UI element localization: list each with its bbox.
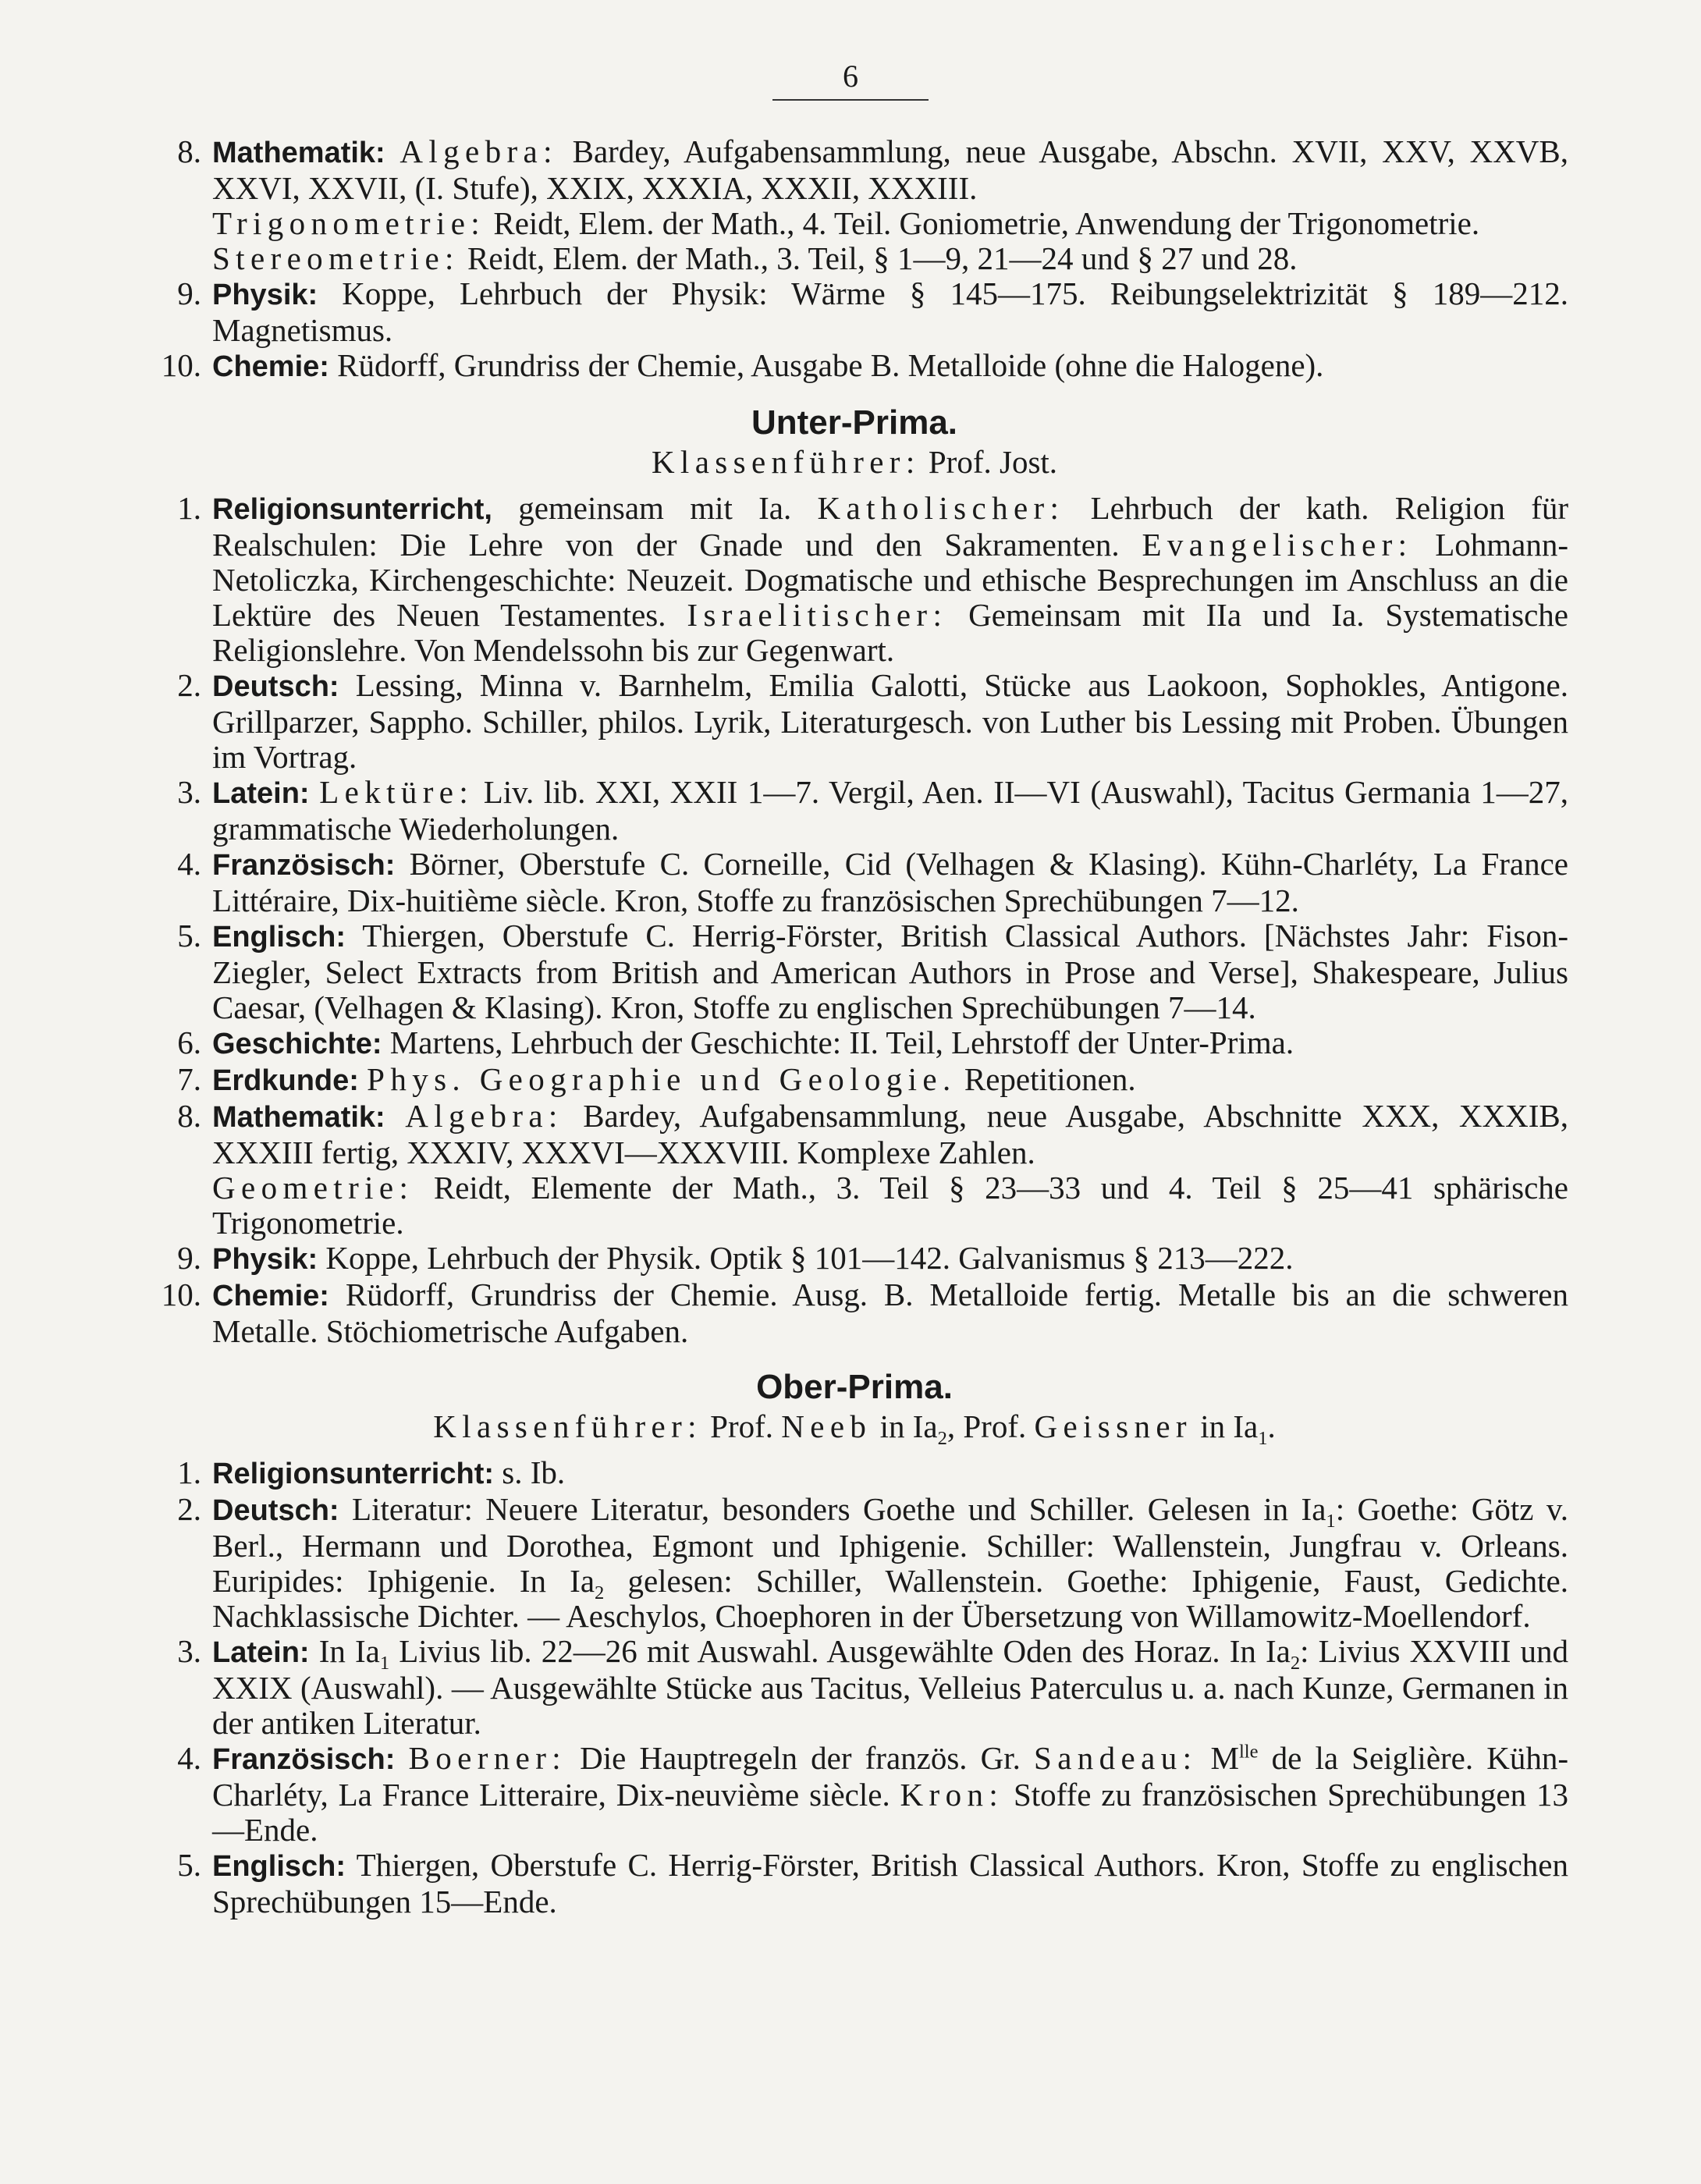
ober-prima-item	[140, 1634, 1568, 1741]
class-leader-name: Prof. Jost.	[928, 444, 1058, 480]
class-leader-name: Neeb	[781, 1408, 872, 1444]
unter-prima-item	[140, 775, 1568, 847]
unter-prima-class-leader	[140, 445, 1568, 480]
spaced-label: Boerner:	[408, 1740, 566, 1776]
unter-prima-item	[140, 1241, 1568, 1277]
item-text: Die Hauptregeln der französ. Gr.	[566, 1740, 1035, 1776]
unter-prima-item	[140, 1025, 1568, 1062]
item-number: 4.	[177, 846, 201, 882]
item-text: Livius lib. 22—26 mit Auswahl. Ausgewählte Oden des Horaz. In Ia	[389, 1633, 1291, 1669]
item-text: Reidt, Elemente der Math., 3. Teil § 23—33 und 4. Teil § 25—41 sphärische Trigonometrie.	[212, 1170, 1568, 1241]
item-text: : Goethe: Götz v. Berl., Hermann und Dorothea, Egmont und Iphigenie. Schiller: Wallenstein, Jungfrau v. Orleans. Euripides: Iphigenie. In Ia	[212, 1491, 1569, 1599]
class-leader-separator: , Prof.	[946, 1408, 1027, 1444]
part-label: Trigonometrie:	[212, 205, 486, 241]
ober-prima-item-list	[140, 1455, 1568, 1919]
class-leader-name: Geissner	[1034, 1408, 1192, 1444]
item-number: 3.	[177, 774, 201, 810]
item-subject: Mathematik:	[212, 1101, 385, 1134]
item-number: 3.	[177, 1633, 201, 1669]
ober-prima-item	[140, 1492, 1568, 1634]
item-subject: Geschichte:	[212, 1028, 382, 1060]
spaced-label: Katholischer:	[817, 490, 1065, 526]
item-text: Lessing, Minna v. Barnhelm, Emilia Galotti, Stücke aus Laokoon, Sophokles, Antigone. Grillparzer, Sappho. Schiller, philos. Lyrik, Literaturgesch. von Luther bis Lessing mit Proben. Übungen im Vortrag.	[212, 667, 1568, 775]
part-text: Reidt, Elem. der Math., 4. Teil. Goniometrie, Anwendung der Trigonometrie.	[493, 205, 1480, 241]
item-text: Thiergen, Oberstufe C. Herrig-Förster, British Classical Authors. [Nächstes Jahr: Fison-Ziegler, Select Extracts from British and American Authors in Prose and Verse], Shakespeare, Julius Caesar, (Velhagen & Klasing). Kron, Stoffe zu englischen Sprechübungen 7—14.	[212, 918, 1569, 1025]
item-subject: Latein:	[212, 777, 310, 810]
unter-prima-item	[140, 668, 1568, 775]
ober-prima-item	[140, 1848, 1568, 1919]
unter-prima-item	[140, 1062, 1568, 1099]
item-number: 5.	[177, 918, 201, 954]
item-number: 10.	[161, 347, 201, 383]
item-number: 1.	[177, 490, 201, 526]
unter-prima-item	[140, 847, 1568, 918]
item-number: 9.	[177, 275, 201, 311]
item-subject: Religionsunterricht:	[212, 1458, 495, 1490]
spaced-label: Evangelischer:	[1142, 527, 1413, 563]
item-text: 2	[1290, 1653, 1301, 1674]
item-text: M	[1197, 1740, 1239, 1776]
spaced-label: Sandeau:	[1034, 1740, 1198, 1776]
part-text: Bardey, Aufgabensammlung, neue Ausgabe, Abschn. XVII, XXV, XXVB, XXVI, XXVII, (I. Stufe), XXIX, XXXIA, XXXII, XXXIII.	[212, 133, 1569, 206]
item-text: Rüdorff, Grundriss der Chemie. Ausg. B. Metalloide fertig. Metalle bis an die schweren Metalle. Stöchiometrische Aufgaben.	[212, 1277, 1569, 1349]
top-item-physik	[140, 276, 1568, 348]
item-text: Liv. lib. XXI, XXII 1—7. Vergil, Aen. II—VI (Auswahl), Tacitus Germania 1—27, grammatische Wiederholungen.	[212, 774, 1569, 847]
item-text: Koppe, Lehrbuch der Physik: Wärme § 145—175. Reibungselektrizität § 189—212. Magnetismus.	[212, 275, 1568, 348]
item-subject: Englisch:	[212, 1850, 346, 1883]
item-text: Martens, Lehrbuch der Geschichte: II. Teil, Lehrstoff der Unter-Prima.	[389, 1025, 1294, 1060]
item-subject: Deutsch:	[212, 670, 339, 703]
class-leader-class: in Ia	[1200, 1408, 1259, 1444]
item-number: 10.	[161, 1277, 201, 1312]
class-leader-end: .	[1267, 1408, 1276, 1444]
item-text: gelesen: Schiller, Wallenstein. Goethe: Iphigenie, Faust, Gedichte. Nachklassische Dichter. — Aeschylos, Choephoren in der Übersetzung von Willamowitz-Moellendorf.	[212, 1563, 1568, 1634]
item-text: Rüdorff, Grundriss der Chemie, Ausgabe B. Metalloide (ohne die Halogene).	[337, 347, 1324, 383]
class-leader-prof: Prof.	[710, 1408, 774, 1444]
item-number: 8.	[177, 133, 201, 169]
class-leader-subscript: 2	[937, 1428, 947, 1450]
item-subject: Latein:	[212, 1636, 310, 1669]
unter-prima-item	[140, 918, 1568, 1025]
spaced-label: Israelitischer:	[687, 597, 948, 633]
item-subject: Mathematik:	[212, 137, 385, 169]
ober-prima-heading: Ober-Prima.	[756, 1368, 953, 1406]
item-subject: Chemie:	[212, 350, 329, 383]
spaced-label: Kron:	[900, 1777, 1004, 1813]
item-text: Börner, Oberstufe C. Corneille, Cid (Velhagen & Klasing). Kühn-Charléty, La France Littéraire, Dix-huitième siècle. Kron, Stoffe zu französischen Sprechübungen 7—12.	[212, 846, 1569, 918]
item-text: Literatur: Neuere Literatur, besonders Goethe und Schiller. Gelesen in Ia	[352, 1491, 1326, 1527]
unter-prima-item	[140, 1099, 1568, 1241]
unter-prima-item	[140, 1277, 1568, 1349]
item-subject: Erdkunde:	[212, 1064, 359, 1097]
item-number: 4.	[177, 1740, 201, 1776]
top-item-mathematik	[140, 134, 1568, 276]
spaced-label: Algebra:	[405, 1098, 563, 1134]
item-text: : Livius XXVIII und XXIX (Auswahl). — Ausgewählte Stücke aus Tacitus, Velleius Paterculus u. a. nach Kunze, Germanen in der antiken Literatur.	[212, 1633, 1568, 1741]
spaced-label: Lektüre:	[319, 774, 474, 810]
part-label: Stereometrie:	[212, 240, 460, 276]
item-subject: Deutsch:	[212, 1494, 339, 1527]
item-text: Repetitionen.	[956, 1061, 1136, 1097]
item-number: 7.	[177, 1061, 201, 1097]
item-text: Thiergen, Oberstufe C. Herrig-Förster, British Classical Authors. Kron, Stoffe zu englischen Sprechübungen 15—Ende.	[212, 1847, 1568, 1919]
spaced-label: Geometrie:	[212, 1170, 414, 1206]
item-number: 9.	[177, 1240, 201, 1276]
item-subject: Physik:	[212, 1243, 318, 1276]
item-text: lle	[1238, 1741, 1259, 1763]
item-text: gemeinsam mit Ia.	[518, 490, 818, 526]
item-number: 6.	[177, 1025, 201, 1060]
item-text: 1	[379, 1653, 390, 1674]
item-text: Koppe, Lehrbuch der Physik. Optik § 101—142. Galvanismus § 213—222.	[325, 1240, 1294, 1276]
item-subject: Physik:	[212, 279, 318, 311]
class-leader-subscript: 1	[1258, 1428, 1268, 1450]
unter-prima-heading: Unter-Prima.	[751, 403, 958, 442]
item-text: de la Seiglière. Kühn-Charléty, La France Litteraire, Dix-neuvième siècle.	[212, 1740, 1569, 1813]
item-text: Stoffe zu französischen Sprechübungen 13—Ende.	[212, 1777, 1568, 1848]
item-text: 1	[1326, 1511, 1336, 1532]
item-number: 5.	[177, 1847, 201, 1883]
ober-prima-class-leader	[140, 1408, 1568, 1450]
class-leader-label: Klassenführer:	[651, 444, 921, 480]
item-text: Gemeinsam mit IIa und Ia. Systematische Religionslehre. Von Mendelssohn bis zur Gegenwart.	[212, 597, 1568, 668]
item-text: Lehrbuch der kath. Religion für Realschulen: Die Lehre von der Gnade und den Sakramenten.	[212, 490, 1569, 563]
ober-prima-item	[140, 1741, 1568, 1848]
item-text: Lohmann-Netoliczka, Kirchengeschichte: Neuzeit. Dogmatische und ethische Besprechungen im Anschluss an die Lektüre des Neuen Testamentes.	[212, 527, 1568, 633]
top-item-chemie	[140, 348, 1568, 385]
page-content	[140, 134, 1568, 1919]
item-text: 2	[595, 1582, 605, 1604]
item-number: 2.	[177, 1491, 201, 1527]
ober-prima-item	[140, 1455, 1568, 1492]
unter-prima-item-list	[140, 491, 1568, 1349]
item-text: Bardey, Aufgabensammlung, neue Ausgabe, Abschnitte XXX, XXXIB, XXXIII fertig, XXXIV, XXXVI—XXXVIII. Komplexe Zahlen.	[212, 1098, 1568, 1170]
item-number: 2.	[177, 667, 201, 703]
class-leader-class: in Ia	[879, 1408, 938, 1444]
item-number: 8.	[177, 1098, 201, 1134]
item-subject: Englisch:	[212, 921, 346, 954]
unter-prima-item	[140, 491, 1568, 668]
item-text: In Ia	[318, 1633, 380, 1669]
class-leader-label: Klassenführer:	[433, 1408, 702, 1444]
item-subject: Religionsunterricht,	[212, 493, 492, 526]
page-number: 6	[843, 59, 858, 94]
page-number-rule	[772, 99, 929, 101]
item-subject: Chemie:	[212, 1280, 329, 1312]
item-subject: Französisch:	[212, 849, 396, 882]
item-text: s. Ib.	[502, 1454, 566, 1490]
item-subject: Französisch:	[212, 1743, 396, 1776]
spaced-label: Phys. Geographie und Geologie.	[367, 1061, 957, 1097]
part-label: Algebra:	[400, 133, 558, 169]
part-text: Reidt, Elem. der Math., 3. Teil, § 1—9, 21—24 und § 27 und 28.	[467, 240, 1298, 276]
item-number: 1.	[177, 1454, 201, 1490]
